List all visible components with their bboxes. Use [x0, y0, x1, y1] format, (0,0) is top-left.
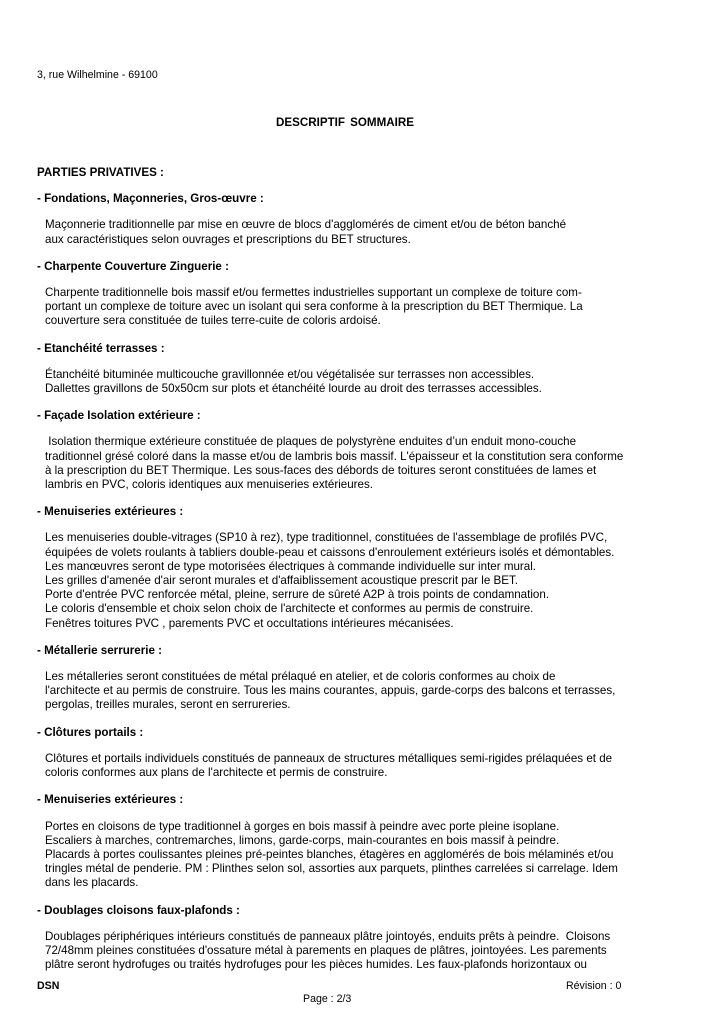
- paragraph-line: Maçonnerie traditionnelle par mise en œuvre de blocs d'agglomérés de ciment et/ou de béton banché: [45, 218, 567, 232]
- paragraph-line: Porte d'entrée PVC renforcée métal, pleine, serrure de sûreté A2P à trois points de condamnation.: [45, 588, 550, 602]
- section: [37, 342, 697, 397]
- paragraph-line: à la prescription du BET Thermique. Les sous-faces des débords de toitures seront constituées de lames et: [45, 463, 597, 477]
- paragraph-line: Les métalleries seront constituées de métal prélaqué en atelier, et de coloris conformes au choix de: [45, 670, 556, 684]
- section-heading: - Métallerie serrurerie :: [37, 643, 163, 657]
- address: 3, rue Wilhelmine - 69100: [37, 69, 158, 81]
- section-paragraph: [45, 820, 697, 891]
- paragraph-line: traditionnel grésé coloré dans la masse et/ou de lambris bois massif. L'épaisseur et la constitution sera conforme: [45, 449, 624, 463]
- document-title: DESCRIPTIF SOMMAIRE: [276, 116, 414, 129]
- section: [37, 793, 697, 890]
- section: [37, 726, 697, 781]
- section-paragraph: [45, 435, 697, 492]
- section-paragraph: [45, 670, 697, 713]
- section-paragraph: [45, 752, 697, 780]
- paragraph-line: Fenêtres toitures PVC , parements PVC et occultations intérieures mécanisées.: [45, 616, 454, 630]
- section: [37, 505, 697, 631]
- section-heading: - Clôtures portails :: [37, 725, 144, 739]
- paragraph-line: Doublages périphériques intérieurs constitués de panneaux plâtre jointoyés, enduits prêts à peindre. Cloisons: [45, 929, 611, 943]
- section: [37, 644, 697, 713]
- section: [37, 409, 697, 492]
- section-heading: - Charpente Couverture Zinguerie :: [37, 259, 229, 273]
- paragraph-line: Les manœuvres seront de type motorisées électriques à commande individuelle sur inter mural.: [45, 559, 537, 573]
- section-paragraph: [45, 218, 697, 246]
- document-body: [37, 166, 697, 985]
- section-heading: - Etanchéité terrasses :: [37, 341, 165, 355]
- paragraph-line: Le coloris d'ensemble et choix selon choix de l'architecte et conformes au permis de construire.: [45, 602, 534, 616]
- paragraph-line: Portes en cloisons de type traditionnel à gorges en bois massif à peindre avec porte pleine isoplane.: [45, 819, 560, 833]
- paragraph-line: Étanchéité bituminée multicouche gravillonnée et/ou végétalisée sur terrasses non accessibles.: [45, 367, 535, 381]
- section: [37, 260, 697, 329]
- paragraph-line: plâtre seront hydrofuges ou traités hydrofuges pour les pièces humides. Les faux-plafonds horizontaux ou: [45, 958, 588, 972]
- paragraph-line: Charpente traditionnelle bois massif et/ou fermettes industrielles supportant un complexe de toiture com-: [45, 286, 582, 300]
- paragraph-line: lambris en PVC, coloris identiques aux menuiseries extérieures.: [45, 478, 373, 492]
- paragraph-line: 72/48mm pleines constituées d'ossature métal à parements en plaques de plâtres, jointoyées. Les parements: [45, 943, 607, 957]
- paragraph-line: coloris conformes aux plans de l'architecte et permis de construire.: [45, 766, 388, 780]
- page-number: Page : 2/3: [303, 993, 352, 1005]
- paragraph-line: équipées de volets roulants à tabliers double-peau et caissons d'enroulement extérieurs isolés et démontables.: [45, 545, 615, 559]
- section-paragraph: [45, 531, 697, 630]
- paragraph-line: aux caractéristiques selon ouvrages et prescriptions du BET structures.: [45, 232, 411, 246]
- sections-container: [37, 192, 697, 972]
- section-heading: - Fondations, Maçonneries, Gros-œuvre :: [37, 192, 264, 206]
- paragraph-line: Placards à portes coulissantes pleines pré-peintes blanches, étagères en agglomérés de bois mélaminés et/ou: [45, 847, 614, 861]
- section-paragraph: [45, 368, 697, 396]
- paragraph-line: Dallettes gravillons de 50x50cm sur plots et étanchéité lourde au droit des terrasses accessibles.: [45, 382, 542, 396]
- section-heading: - Doublages cloisons faux-plafonds :: [37, 903, 240, 917]
- paragraph-line: pergolas, treilles murales, seront en serrureries.: [45, 698, 291, 712]
- section-heading: - Menuiseries extérieures :: [37, 505, 184, 519]
- paragraph-line: l'architecte et au permis de construire. Tous les mains courantes, appuis, garde-corps des balcons et terrasses,: [45, 684, 616, 698]
- section-heading: - Menuiseries extérieures :: [37, 793, 184, 807]
- paragraph-line: Clôtures et portails individuels constitués de panneaux de structures métalliques semi-rigides prélaquées et de: [45, 751, 613, 765]
- paragraph-line: dans les placards.: [45, 876, 139, 890]
- paragraph-line: Les grilles d'amenée d'air seront murales et d'affaiblissement acoustique prescrit par le BET.: [45, 574, 518, 588]
- section-heading: - Façade Isolation extérieure :: [37, 409, 201, 423]
- section-paragraph: [45, 930, 697, 973]
- paragraph-line: Escaliers à marches, contremarches, limons, garde-corps, main-courantes en bois massif à peindre.: [45, 833, 560, 847]
- paragraph-line: couverture sera constituée de tuiles terre-cuite de coloris ardoisé.: [45, 314, 381, 328]
- section-paragraph: [45, 286, 697, 329]
- parties-heading: PARTIES PRIVATIVES :: [37, 166, 164, 179]
- paragraph-line: Isolation thermique extérieure constituée de plaques de polystyrène enduites d’un enduit mono-couche: [45, 435, 577, 449]
- footer-revision: Révision : 0: [566, 980, 622, 992]
- paragraph-line: Les menuiseries double-vitrages (SP10 à rez), type traditionnel, constituées de l'assemblage de profilés PVC,: [45, 531, 608, 545]
- section: [37, 192, 697, 247]
- paragraph-line: portant un complexe de toiture avec un isolant qui sera conforme à la prescription du BET Thermique. La: [45, 300, 583, 314]
- footer-company: DSN: [37, 980, 60, 992]
- paragraph-line: tringles métal de penderie. PM : Plinthes selon sol, assorties aux parquets, plinthes carrelées si carrelage. Idem: [45, 862, 618, 876]
- section: [37, 904, 697, 973]
